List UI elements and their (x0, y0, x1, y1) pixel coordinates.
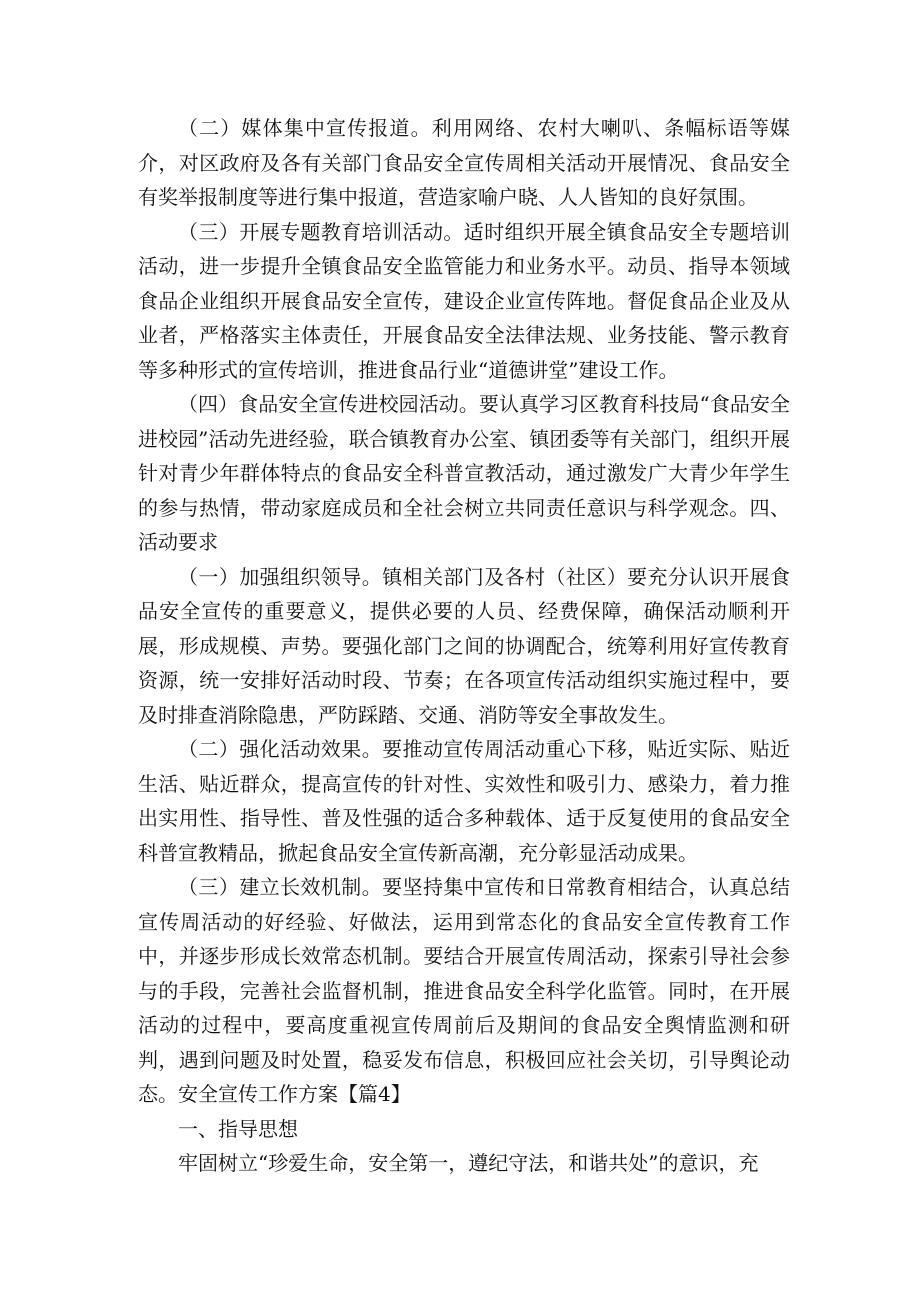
paragraph-guiding-ideology: 牢固树立“珍爱生命，安全第一，遵纪守法，和谐共处”的意识，充 (178, 1151, 759, 1175)
document-body (138, 111, 790, 1181)
paragraph-media-reporting: （二）媒体集中宣传报道。利用网络、农村大喇叭、条幅标语等媒介，对区政府及各有关部门食品安全宣传周相关活动开展情况、食品安全有奖举报制度等进行集中报道，营造家喻户晓、人人皆知的良好氛围。 (138, 116, 790, 209)
paragraph-organization-leadership: （一）加强组织领导。镇相关部门及各村（社区）要充分认识开展食品安全宣传的重要意义，提供必要的人员、经费保障，确保活动顺利开展，形成规模、声势。要强化部门之间的协调配合，统筹利用好宣传教育资源，统一安排好活动时段、节奏；在各项宣传活动组织实施过程中，要及时排查消除隐患，严防踩踏、交通、消防等安全事故发生。 (138, 564, 790, 727)
paragraph-campus-activities: （四）食品安全宣传进校园活动。要认真学习区教育科技局“食品安全进校园”活动先进经验，联合镇教育办公室、镇团委等有关部门，组织开展针对青少年群体特点的食品安全科普宣教活动，通过激发广大青少年学生的参与热情，带动家庭成员和全社会树立共同责任意识与科学观念。四、活动要求 (138, 392, 790, 554)
paragraph-activity-effect: （二）强化活动效果。要推动宣传周活动重心下移，贴近实际、贴近生活、贴近群众，提高宣传的针对性、实效性和吸引力、感染力，着力推出实用性、指导性、普及性强的适合多种载体、适于反复使用的食品安全科普宣教精品，掀起食品安全宣传新高潮，充分彰显活动成果。 (138, 737, 790, 865)
section-heading-guiding-ideology: 一、指导思想 (178, 1116, 298, 1141)
paragraph-training-activities: （三）开展专题教育培训活动。适时组织开展全镇食品安全专题培训活动，进一步提升全镇食品安全监管能力和业务水平。动员、指导本领域食品企业组织开展食品安全宣传，建设企业宣传阵地。督促食品企业及从业者，严格落实主体责任，开展食品安全法律法规、业务技能、警示教育等多种形式的宣传培训，推进食品行业“道德讲堂”建设工作。 (138, 219, 790, 382)
paragraph-long-term-mechanism: （三）建立长效机制。要坚持集中宣传和日常教育相结合，认真总结宣传周活动的好经验、好做法，运用到常态化的食品安全宣传教育工作中，并逐步形成长效常态机制。要结合开展宣传周活动，探索引导社会参与的手段，完善社会监督机制，推进食品安全科学化监管。同时，在开展活动的过程中，要高度重视宣传周前后及期间的食品安全舆情监测和研判，遇到问题及时处置，稳妥发布信息，积极回应社会关切，引导舆论动态。安全宣传工作方案【篇4】 (138, 875, 790, 1106)
